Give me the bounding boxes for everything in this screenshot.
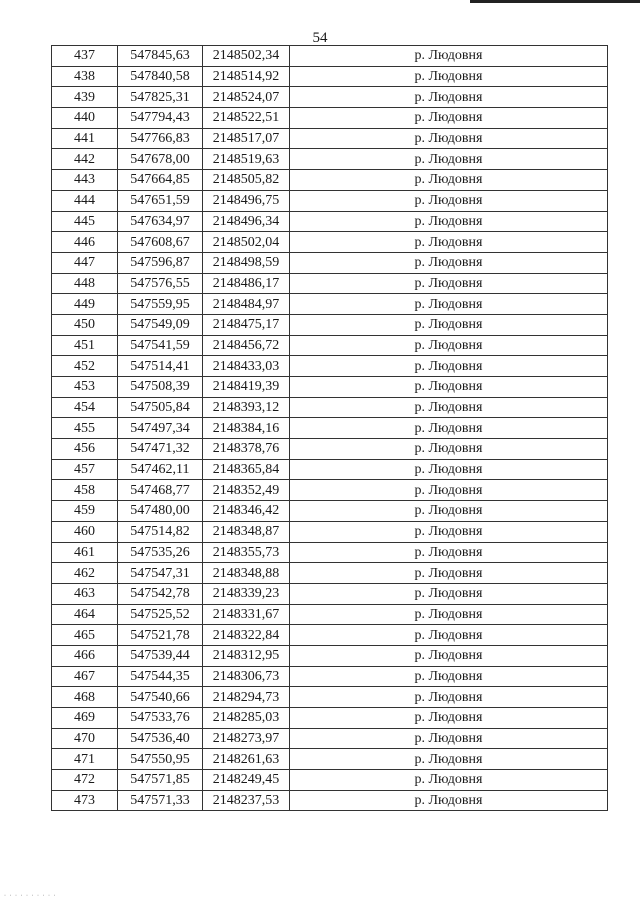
table-row <box>52 645 608 666</box>
y-coordinate-cell: 2148331,67 <box>203 604 290 625</box>
x-coordinate-cell: 547539,44 <box>118 645 203 666</box>
point-number-cell: 459 <box>52 501 118 522</box>
x-coordinate-cell: 547664,85 <box>118 170 203 191</box>
y-coordinate-cell: 2148384,16 <box>203 418 290 439</box>
object-name-cell: р. Людовня <box>290 335 608 356</box>
x-coordinate-cell: 547462,11 <box>118 459 203 480</box>
object-name-cell: р. Людовня <box>290 542 608 563</box>
object-name-cell: р. Людовня <box>290 252 608 273</box>
x-coordinate-cell: 547521,78 <box>118 625 203 646</box>
object-name-cell: р. Людовня <box>290 708 608 729</box>
table-row <box>52 749 608 770</box>
table-row <box>52 377 608 398</box>
table-row <box>52 294 608 315</box>
table-row <box>52 211 608 232</box>
object-name-cell: р. Людовня <box>290 170 608 191</box>
page-number: 54 <box>312 30 328 46</box>
point-number-cell: 444 <box>52 190 118 211</box>
table-row <box>52 604 608 625</box>
point-number-cell: 440 <box>52 108 118 129</box>
y-coordinate-cell: 2148237,53 <box>203 790 290 811</box>
x-coordinate-cell: 547608,67 <box>118 232 203 253</box>
y-coordinate-cell: 2148346,42 <box>203 501 290 522</box>
point-number-cell: 471 <box>52 749 118 770</box>
table-row <box>52 46 608 67</box>
point-number-cell: 464 <box>52 604 118 625</box>
table-row <box>52 108 608 129</box>
y-coordinate-cell: 2148496,34 <box>203 211 290 232</box>
point-number-cell: 437 <box>52 46 118 67</box>
table-row <box>52 190 608 211</box>
point-number-cell: 462 <box>52 563 118 584</box>
object-name-cell: р. Людовня <box>290 128 608 149</box>
object-name-cell: р. Людовня <box>290 459 608 480</box>
y-coordinate-cell: 2148249,45 <box>203 770 290 791</box>
object-name-cell: р. Людовня <box>290 66 608 87</box>
x-coordinate-cell: 547825,31 <box>118 87 203 108</box>
y-coordinate-cell: 2148502,34 <box>203 46 290 67</box>
object-name-cell: р. Людовня <box>290 749 608 770</box>
x-coordinate-cell: 547514,82 <box>118 521 203 542</box>
object-name-cell: р. Людовня <box>290 666 608 687</box>
coordinates-table <box>51 45 608 811</box>
point-number-cell: 473 <box>52 790 118 811</box>
table-row <box>52 335 608 356</box>
table-row <box>52 625 608 646</box>
x-coordinate-cell: 547533,76 <box>118 708 203 729</box>
y-coordinate-cell: 2148505,82 <box>203 170 290 191</box>
y-coordinate-cell: 2148355,73 <box>203 542 290 563</box>
point-number-cell: 442 <box>52 149 118 170</box>
x-coordinate-cell: 547505,84 <box>118 397 203 418</box>
point-number-cell: 438 <box>52 66 118 87</box>
x-coordinate-cell: 547535,26 <box>118 542 203 563</box>
x-coordinate-cell: 547651,59 <box>118 190 203 211</box>
table-row <box>52 790 608 811</box>
y-coordinate-cell: 2148393,12 <box>203 397 290 418</box>
table-row <box>52 542 608 563</box>
point-number-cell: 450 <box>52 314 118 335</box>
point-number-cell: 447 <box>52 252 118 273</box>
x-coordinate-cell: 547540,66 <box>118 687 203 708</box>
y-coordinate-cell: 2148365,84 <box>203 459 290 480</box>
point-number-cell: 446 <box>52 232 118 253</box>
object-name-cell: р. Людовня <box>290 501 608 522</box>
point-number-cell: 451 <box>52 335 118 356</box>
object-name-cell: р. Людовня <box>290 687 608 708</box>
point-number-cell: 470 <box>52 728 118 749</box>
object-name-cell: р. Людовня <box>290 770 608 791</box>
x-coordinate-cell: 547550,95 <box>118 749 203 770</box>
point-number-cell: 449 <box>52 294 118 315</box>
x-coordinate-cell: 547576,55 <box>118 273 203 294</box>
point-number-cell: 455 <box>52 418 118 439</box>
y-coordinate-cell: 2148348,88 <box>203 563 290 584</box>
object-name-cell: р. Людовня <box>290 521 608 542</box>
table-row <box>52 66 608 87</box>
table-row <box>52 397 608 418</box>
table-row <box>52 418 608 439</box>
object-name-cell: р. Людовня <box>290 397 608 418</box>
table-row <box>52 273 608 294</box>
y-coordinate-cell: 2148312,95 <box>203 645 290 666</box>
point-number-cell: 445 <box>52 211 118 232</box>
y-coordinate-cell: 2148285,03 <box>203 708 290 729</box>
x-coordinate-cell: 547549,09 <box>118 314 203 335</box>
table-row <box>52 583 608 604</box>
object-name-cell: р. Людовня <box>290 377 608 398</box>
point-number-cell: 467 <box>52 666 118 687</box>
point-number-cell: 439 <box>52 87 118 108</box>
object-name-cell: р. Людовня <box>290 728 608 749</box>
table-row <box>52 480 608 501</box>
x-coordinate-cell: 547840,58 <box>118 66 203 87</box>
x-coordinate-cell: 547542,78 <box>118 583 203 604</box>
object-name-cell: р. Людовня <box>290 314 608 335</box>
point-number-cell: 465 <box>52 625 118 646</box>
x-coordinate-cell: 547514,41 <box>118 356 203 377</box>
coordinates-table-body <box>52 46 608 811</box>
point-number-cell: 472 <box>52 770 118 791</box>
x-coordinate-cell: 547468,77 <box>118 480 203 501</box>
y-coordinate-cell: 2148261,63 <box>203 749 290 770</box>
object-name-cell: р. Людовня <box>290 87 608 108</box>
table-row <box>52 563 608 584</box>
object-name-cell: р. Людовня <box>290 583 608 604</box>
x-coordinate-cell: 547596,87 <box>118 252 203 273</box>
x-coordinate-cell: 547480,00 <box>118 501 203 522</box>
y-coordinate-cell: 2148306,73 <box>203 666 290 687</box>
object-name-cell: р. Людовня <box>290 294 608 315</box>
object-name-cell: р. Людовня <box>290 108 608 129</box>
object-name-cell: р. Людовня <box>290 439 608 460</box>
y-coordinate-cell: 2148322,84 <box>203 625 290 646</box>
table-row <box>52 128 608 149</box>
table-row <box>52 770 608 791</box>
x-coordinate-cell: 547497,34 <box>118 418 203 439</box>
footer-scan-mark: · · · · · · · · · · <box>4 893 57 899</box>
x-coordinate-cell: 547547,31 <box>118 563 203 584</box>
point-number-cell: 454 <box>52 397 118 418</box>
table-row <box>52 356 608 377</box>
object-name-cell: р. Людовня <box>290 563 608 584</box>
x-coordinate-cell: 547766,83 <box>118 128 203 149</box>
y-coordinate-cell: 2148517,07 <box>203 128 290 149</box>
y-coordinate-cell: 2148456,72 <box>203 335 290 356</box>
y-coordinate-cell: 2148339,23 <box>203 583 290 604</box>
y-coordinate-cell: 2148522,51 <box>203 108 290 129</box>
x-coordinate-cell: 547571,33 <box>118 790 203 811</box>
object-name-cell: р. Людовня <box>290 790 608 811</box>
table-row <box>52 687 608 708</box>
y-coordinate-cell: 2148378,76 <box>203 439 290 460</box>
point-number-cell: 457 <box>52 459 118 480</box>
y-coordinate-cell: 2148486,17 <box>203 273 290 294</box>
object-name-cell: р. Людовня <box>290 480 608 501</box>
table-row <box>52 459 608 480</box>
x-coordinate-cell: 547508,39 <box>118 377 203 398</box>
object-name-cell: р. Людовня <box>290 356 608 377</box>
object-name-cell: р. Людовня <box>290 604 608 625</box>
table-row <box>52 501 608 522</box>
object-name-cell: р. Людовня <box>290 625 608 646</box>
object-name-cell: р. Людовня <box>290 645 608 666</box>
point-number-cell: 468 <box>52 687 118 708</box>
x-coordinate-cell: 547794,43 <box>118 108 203 129</box>
y-coordinate-cell: 2148484,97 <box>203 294 290 315</box>
x-coordinate-cell: 547471,32 <box>118 439 203 460</box>
x-coordinate-cell: 547541,59 <box>118 335 203 356</box>
x-coordinate-cell: 547559,95 <box>118 294 203 315</box>
x-coordinate-cell: 547571,85 <box>118 770 203 791</box>
y-coordinate-cell: 2148496,75 <box>203 190 290 211</box>
y-coordinate-cell: 2148519,63 <box>203 149 290 170</box>
object-name-cell: р. Людовня <box>290 211 608 232</box>
object-name-cell: р. Людовня <box>290 46 608 67</box>
point-number-cell: 441 <box>52 128 118 149</box>
table-row <box>52 87 608 108</box>
object-name-cell: р. Людовня <box>290 232 608 253</box>
y-coordinate-cell: 2148352,49 <box>203 480 290 501</box>
object-name-cell: р. Людовня <box>290 190 608 211</box>
corner-scan-mark <box>470 0 640 3</box>
point-number-cell: 456 <box>52 439 118 460</box>
object-name-cell: р. Людовня <box>290 149 608 170</box>
point-number-cell: 463 <box>52 583 118 604</box>
table-row <box>52 521 608 542</box>
table-row <box>52 666 608 687</box>
table-row <box>52 149 608 170</box>
y-coordinate-cell: 2148294,73 <box>203 687 290 708</box>
y-coordinate-cell: 2148502,04 <box>203 232 290 253</box>
y-coordinate-cell: 2148273,97 <box>203 728 290 749</box>
object-name-cell: р. Людовня <box>290 418 608 439</box>
y-coordinate-cell: 2148433,03 <box>203 356 290 377</box>
x-coordinate-cell: 547544,35 <box>118 666 203 687</box>
x-coordinate-cell: 547634,97 <box>118 211 203 232</box>
table-row <box>52 708 608 729</box>
point-number-cell: 448 <box>52 273 118 294</box>
x-coordinate-cell: 547536,40 <box>118 728 203 749</box>
y-coordinate-cell: 2148475,17 <box>203 314 290 335</box>
x-coordinate-cell: 547845,63 <box>118 46 203 67</box>
object-name-cell: р. Людовня <box>290 273 608 294</box>
y-coordinate-cell: 2148524,07 <box>203 87 290 108</box>
point-number-cell: 453 <box>52 377 118 398</box>
table-row <box>52 232 608 253</box>
y-coordinate-cell: 2148348,87 <box>203 521 290 542</box>
x-coordinate-cell: 547525,52 <box>118 604 203 625</box>
table-row <box>52 728 608 749</box>
point-number-cell: 469 <box>52 708 118 729</box>
y-coordinate-cell: 2148498,59 <box>203 252 290 273</box>
point-number-cell: 443 <box>52 170 118 191</box>
table-row <box>52 170 608 191</box>
y-coordinate-cell: 2148514,92 <box>203 66 290 87</box>
table-row <box>52 252 608 273</box>
point-number-cell: 458 <box>52 480 118 501</box>
point-number-cell: 461 <box>52 542 118 563</box>
y-coordinate-cell: 2148419,39 <box>203 377 290 398</box>
point-number-cell: 466 <box>52 645 118 666</box>
point-number-cell: 452 <box>52 356 118 377</box>
x-coordinate-cell: 547678,00 <box>118 149 203 170</box>
table-row <box>52 314 608 335</box>
table-row <box>52 439 608 460</box>
point-number-cell: 460 <box>52 521 118 542</box>
